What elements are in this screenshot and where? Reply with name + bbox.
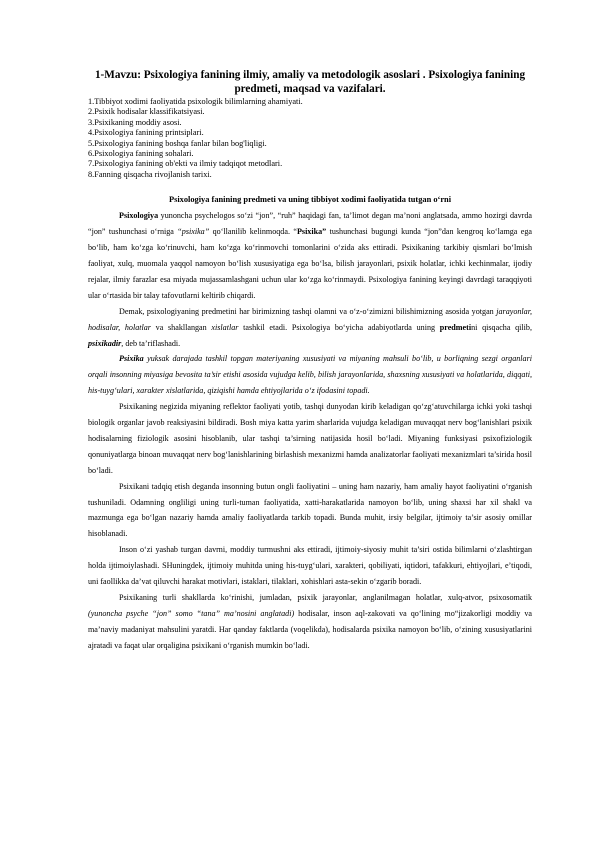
paragraph-text: va shakllangan (150, 322, 212, 332)
term-psixika: Psixika” (296, 227, 327, 237)
emphasis-text: jarayonlar, hodisalar, holatlar (88, 306, 532, 332)
topic-item: 8.Fanning qisqacha rivojlanish tarixi. (88, 169, 212, 179)
paragraph-text: tashkil etadi. Psixologiya bo‘yicha adabiyotlarda uning (238, 322, 440, 332)
topic-item: 6.Psixologiya fanining sohalari. (88, 149, 194, 159)
topic-item: 4.Psixologiya fanining printsiplari. (88, 128, 204, 138)
topic-item: 2.Psixik hodisalar klassifikatsiyasi. (88, 107, 205, 117)
topic-item: 1.Tibbiyot xodimi faoliyatida psixologik bilimlarning ahamiyati. (88, 97, 303, 106)
paragraph-text: tushunchasi bugungi kunda “jon”dan kengroq ko‘lamga ega bo‘lib, ham ko‘zga ko‘rinuvchi, ham ko‘zga ko‘rinmovchi tomonlarini o‘zida aks ettiradi. Psixikaning tarkibiy qismlari bo‘lmish faoliyat, xulq, muomala yaqqol namoyon bo‘lish xususiyatiga ega bo‘lsa, bilish jarayonlari, psixik holatlar, ichki kechinmalar, ijodiy rejalar, ilmiy farazlar esa miyada mujassamlashgani uchun ular ko‘zga ko‘rinmaydi. Psixologiya fanining keyingi davrdagi taraqqiyoti ular o‘rtasida bir talay tafovutlarni keltirib chiqardi. (88, 227, 532, 300)
paragraph-text: hodisalar, inson aql-zakovati va qo‘lining mo“jizakorligi moddiy va ma’naviy madaniyat mahsulini yaratdi. Har qanday faktlarda (voqelikda), hodisalarda psixika namoyon bo‘lib, o‘zining xususiyatlarini ajratadi va faqat ular orqaligina psixikani o‘rganish mumkin bo‘ladi. (88, 608, 532, 650)
topic-list (88, 97, 532, 180)
emphasis-text: xislatlar (211, 322, 239, 332)
emphasis-text: (yunoncha psyche “jon” somo “tana” ma’nosini anglatadi) (88, 608, 295, 618)
paragraph-text: , deb ta’riflashadi. (121, 338, 181, 348)
term-psixikadir: psixikadir (88, 338, 122, 348)
paragraph-text: yuksak darajada tashkil topgan materiyaning xususiyati va miyaning mahsuli bo‘lib, u borliqning sezgi organlari orqali insonning miyasiga bevosita ta’sir etishi asosida vujudga kelib, bilish jarayonlarida, shaxsning xususiyati va holatlarida, diqqati, his-tuyg‘ulari, xarakter xislatlarida, qiziqishi hamda ehtiyojlarida o‘z ifodasini topadi. (88, 354, 532, 396)
paragraph-text: Demak, psixologiyaning predmetini har birimizning tashqi olamni va o‘z-o‘zimizni bilishimizning asosida yotgan (119, 306, 497, 316)
document-content (88, 68, 532, 654)
paragraph-text: qo‘llanilib kelinmoqda. “ (209, 227, 297, 237)
term-psixika-quote: “psixika” (177, 227, 210, 237)
topic-item: 7.Psixologiya fanining ob'ekti va ilmiy tadqiqot metodlari. (88, 159, 283, 169)
paragraph-text: ni qisqacha qilib, (471, 322, 532, 332)
paragraph-2 (88, 304, 532, 352)
term-psixologiya: Psixologiya (119, 211, 159, 221)
page-title: 1-Mavzu: Psixologiya fanining ilmiy, amaliy va metodologik asoslari . Psixologiya fanining predmeti, maqsad va vazifalari. (94, 69, 526, 95)
topic-item: 3.Psixikaning moddiy asosi. (88, 117, 182, 127)
section-heading: Psixologiya fanining predmeti va uning tibbiyot xodimi faoliyatida tutgan o‘rni (168, 195, 452, 205)
term-predmeti: predmeti (439, 322, 472, 332)
paragraph-6: Inson o‘zi yashab turgan davrni, moddiy turmushni aks ettiradi, ijtimoiy-siyosiy muhit ta’siri ostida bilimlarni o‘zlashtirgan holda ijtimoiylashadi. SHuningdek, ijtimoiy muhitda uning his-tuyg‘ulari, xarakteri, qobiliyati, iqtidori, tafakkuri, ehtiyojlari, e’tiqodi, uni faollikka da’vat qiluvchi harakat motivlari, istaklari, tilaklari, xohishlari asta-sekin o‘zgarib boradi. (88, 545, 532, 587)
paragraph-5: Psixikani tadqiq etish deganda insonning butun ongli faoliyatini – uning ham nazariy, ham amaliy hayot faoliyatini o‘rganish tushuniladi. Odamning ongliligi uning turli-tuman faoliyatida, xatti-harakatlarida namoyon bo‘lib, uning shaxsi har xil shakl va mazmunga ega bo‘lgan nazariy hamda amaliy faoliyatlarda tarkib topadi. Bunda muhit, irsiy belgilar, ijtimoiy ta’sir asosiy omillar hisoblanadi. (88, 481, 532, 539)
paragraph-3 (88, 351, 532, 399)
paragraph-text: yunoncha psychelogos so‘zi “jon”, “ruh” haqidagi fan, ta’limot degan ma’noni anglatsada, ammo hozirgi davrda “jon” tushunchasi o‘rniga (88, 211, 532, 237)
paragraph-4: Psixikaning negizida miyaning reflektor faoliyati yotib, tashqi dunyodan kirib keladigan qo‘zg‘atuvchilarga ichki yoki tashqi biologik organlar javob reaksiyasini bildiradi. Bosh miya katta yarim sharlarida vujudga keladigan muvaqqat nerv bog‘lanishlari psixik hodisalarning fiziologik asosini hisoblanib, ular tashqi ta’sirning natijasida hosil bo‘ladi. Miyaning funksiyasi psixofiziologik qonuniyatlarga binoan muvaqqat nerv bog‘lanishlarining birlashish mexanizmi hamda analizatorlar faoliyati mexanizmlari ta’sirida hosil bo‘ladi. (88, 402, 532, 475)
paragraph-7 (88, 590, 532, 654)
topic-item: 5.Psixologiya fanining boshqa fanlar bilan bog'liqligi. (88, 138, 267, 148)
paragraph-1 (88, 208, 532, 303)
paragraph-text: Psixikaning turli shakllarda ko‘rinishi, jumladan, psixik jarayonlar, anglanilmagan holatlar, xulq-atvor, psixosomatik (119, 593, 532, 602)
term-psixika-definition: Psixika (119, 354, 144, 364)
